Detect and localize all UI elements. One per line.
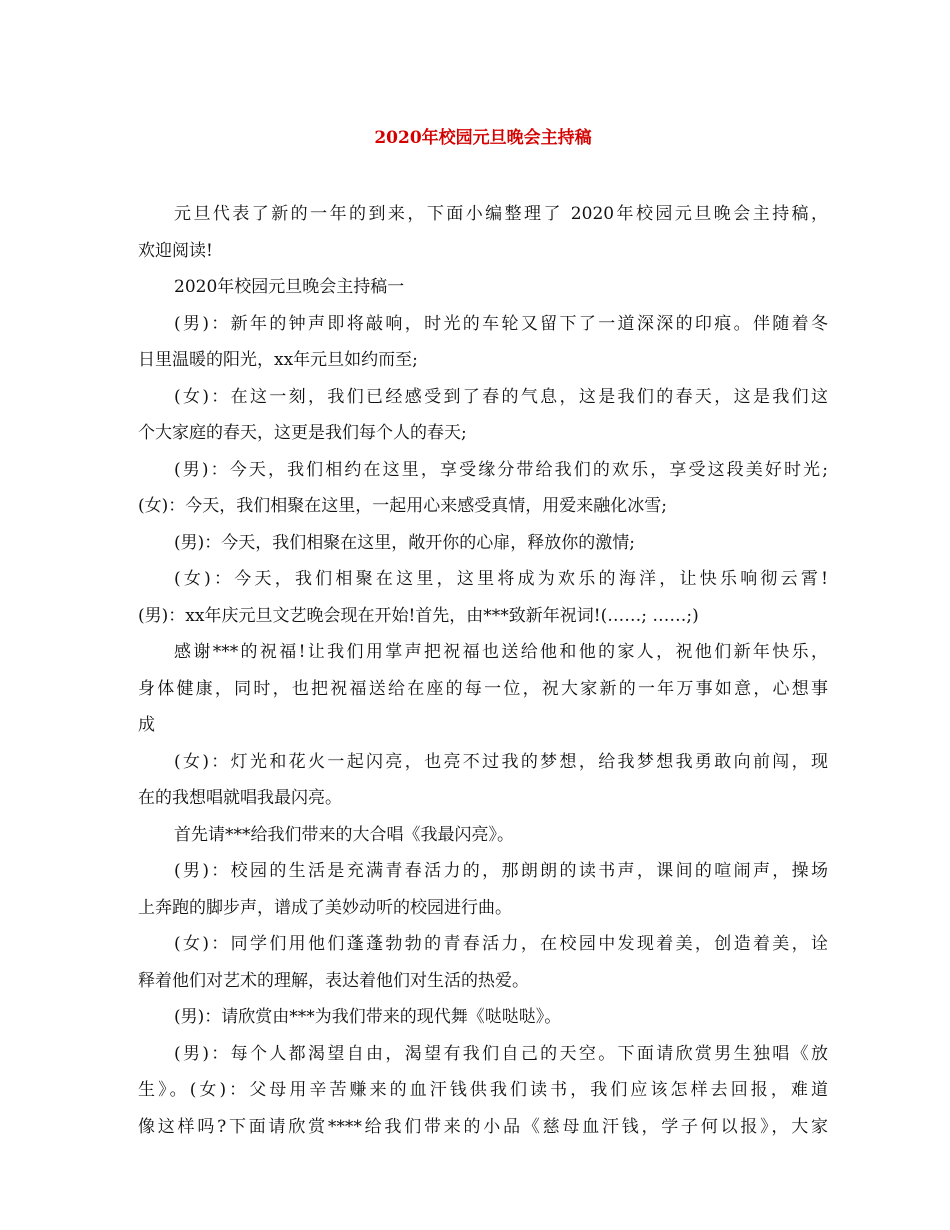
- text-line: 像这样吗?下面请欣赏****给我们带来的小品《慈母血汗钱，学子何以报》，大家: [138, 1116, 828, 1137]
- text-line: 感谢***的祝福!让我们用掌声把祝福也送给他和他的家人，祝他们新年快乐，: [174, 642, 828, 662]
- text-line: 首先请***给我们带来的大合唱《我最闪亮》。: [174, 824, 514, 845]
- text-line: (女)：同学们用他们蓬蓬勃勃的青春活力，在校园中发现着美，创造着美，诠: [174, 934, 828, 954]
- text-line: (男)：xx年庆元旦文艺晚会现在开始!首先，由***致新年祝词!(……; ……;): [138, 605, 699, 626]
- text-line: (男)：新年的钟声即将敲响，时光的车轮又留下了一道深深的印痕。伴随着冬: [174, 313, 828, 334]
- text-line: (女)：今天，我们相聚在这里，一起用心来感受真情，用爱来融化冰雪;: [138, 496, 667, 516]
- text-line: 元旦代表了新的一年的到来，下面小编整理了 2020年校园元旦晚会主持稿，: [174, 204, 828, 224]
- document-page: [138, 118, 828, 1145]
- text-line: (男)：今天，我们相约在这里，享受缘分带给我们的欢乐，享受这段美好时光;: [174, 459, 828, 480]
- document-body: [138, 196, 828, 1145]
- text-line: (男)：请欣赏由***为我们带来的现代舞《哒哒哒》。: [174, 1007, 562, 1027]
- text-line: (男)：每个人都渴望自由，渴望有我们自己的天空。下面请欣赏男生独唱《放: [174, 1043, 828, 1064]
- text-line: 日里温暖的阳光，xx年元旦如约而至;: [138, 350, 418, 370]
- text-line: 成: [138, 715, 155, 735]
- text-line: (女)：今天，我们相聚在这里，这里将成为欢乐的海洋，让快乐响彻云霄!: [174, 569, 828, 589]
- document-title: 2020年校园元旦晚会主持稿: [374, 128, 592, 148]
- text-line: 身体健康，同时，也把祝福送给在座的每一位，祝大家新的一年万事如意，心想事: [138, 678, 828, 699]
- text-line: 生》。(女)：父母用辛苦赚来的血汗钱供我们读书，我们应该怎样去回报，难道: [138, 1080, 828, 1100]
- text-line: 欢迎阅读!: [138, 240, 213, 261]
- text-line: 在的我想唱就唱我最闪亮。: [138, 788, 342, 808]
- text-line: 上奔跑的脚步声，谱成了美妙动听的校园进行曲。: [138, 897, 512, 918]
- text-line: (女)：灯光和花火一起闪亮，也亮不过我的梦想，给我梦想我勇敢向前闯，现: [174, 751, 828, 772]
- text-line: (男)：校园的生活是充满青春活力的，那朗朗的读书声，课间的喧闹声，操场: [174, 861, 828, 881]
- text-line: 2020年校园元旦晚会主持稿一: [174, 277, 405, 297]
- text-line: (女)：在这一刻，我们已经感受到了春的气息，这是我们的春天，这是我们这: [174, 386, 828, 407]
- text-line: 释着他们对艺术的理解，表达着他们对生活的热爱。: [138, 970, 529, 991]
- text-line: (男)：今天，我们相聚在这里，敞开你的心扉，释放你的激情;: [174, 532, 635, 553]
- text-line: 个大家庭的春天，这更是我们每个人的春天;: [138, 423, 467, 443]
